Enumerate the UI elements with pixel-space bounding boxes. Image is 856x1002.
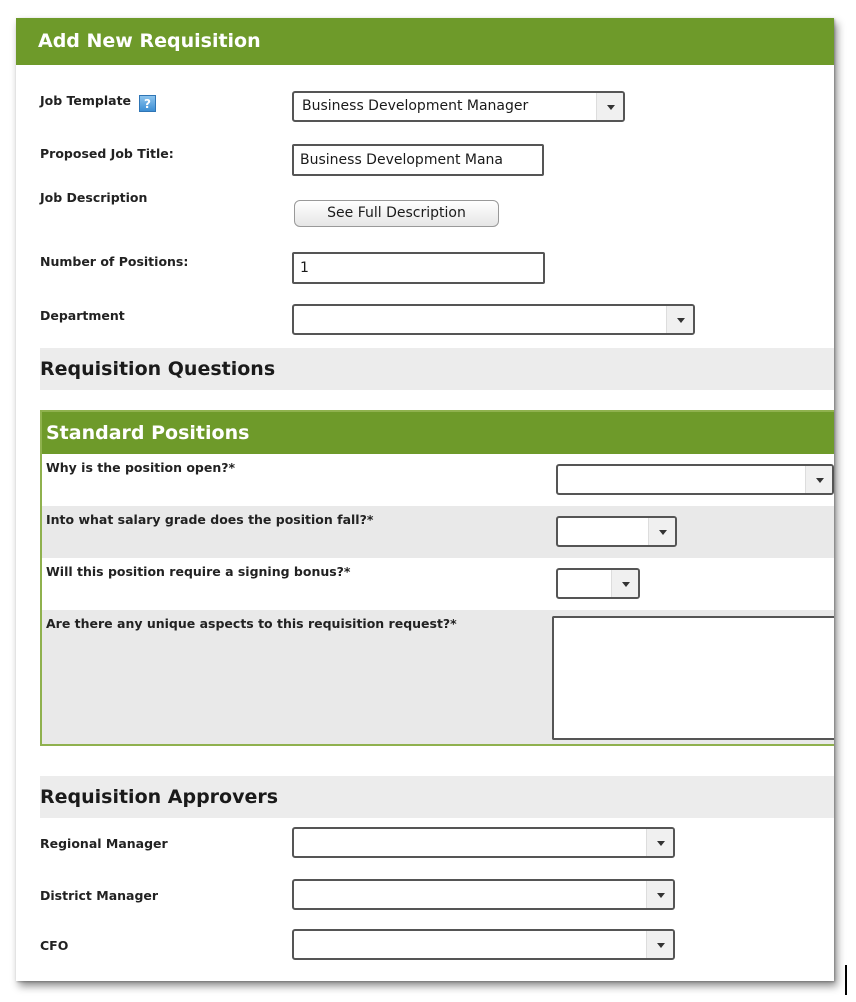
- job-template-label: [40, 93, 156, 112]
- chevron-down-icon: [648, 518, 675, 545]
- question-row: [42, 454, 834, 506]
- requisition-approvers-section: [40, 776, 834, 818]
- add-requisition-panel: [16, 18, 834, 981]
- question-label: Are there any unique aspects to this requisition request?*: [46, 616, 457, 631]
- chevron-down-icon: [646, 881, 673, 908]
- district-manager-label: District Manager: [40, 888, 159, 903]
- signing-bonus-select[interactable]: [556, 568, 640, 599]
- chevron-down-icon: [646, 931, 673, 958]
- cfo-select[interactable]: [292, 929, 675, 960]
- number-of-positions-input[interactable]: 1: [292, 252, 545, 284]
- standard-positions-header: Standard Positions: [42, 412, 834, 454]
- standard-positions-box: [40, 410, 834, 746]
- text-cursor-icon: [845, 965, 847, 995]
- regional-manager-select[interactable]: [292, 827, 675, 858]
- salary-grade-select[interactable]: [556, 516, 677, 547]
- chevron-down-icon: [805, 466, 832, 493]
- requisition-questions-section: [40, 348, 834, 390]
- number-of-positions-label: Number of Positions:: [40, 254, 189, 269]
- cfo-label: CFO: [40, 938, 69, 953]
- why-position-open-select[interactable]: [556, 464, 834, 495]
- help-icon[interactable]: ?: [139, 95, 156, 112]
- job-template-value: Business Development Manager: [302, 98, 529, 114]
- department-label: Department: [40, 308, 125, 323]
- question-label: Into what salary grade does the position fall?*: [46, 512, 374, 527]
- question-row: [42, 558, 834, 610]
- chevron-down-icon: [596, 93, 623, 120]
- chevron-down-icon: [646, 829, 673, 856]
- department-select[interactable]: [292, 304, 695, 335]
- regional-manager-label: Regional Manager: [40, 836, 168, 851]
- page-title: Add New Requisition: [16, 18, 834, 65]
- requisition-questions-title: Requisition Questions: [40, 358, 276, 380]
- requisition-approvers-title: Requisition Approvers: [40, 786, 279, 808]
- proposed-job-title-label: Proposed Job Title:: [40, 146, 174, 161]
- question-row: [42, 506, 834, 558]
- job-description-label: Job Description: [40, 190, 148, 205]
- job-template-label-text: Job Template: [40, 93, 132, 108]
- question-label: Will this position require a signing bonus?*: [46, 564, 351, 579]
- unique-aspects-textarea[interactable]: [552, 616, 834, 740]
- chevron-down-icon: [666, 306, 693, 333]
- question-label: Why is the position open?*: [46, 460, 236, 475]
- job-template-select[interactable]: [292, 91, 625, 122]
- question-row: [42, 610, 834, 744]
- chevron-down-icon: [611, 570, 638, 597]
- see-full-description-button[interactable]: See Full Description: [294, 200, 499, 227]
- proposed-job-title-input[interactable]: Business Development Mana: [292, 144, 544, 176]
- district-manager-select[interactable]: [292, 879, 675, 910]
